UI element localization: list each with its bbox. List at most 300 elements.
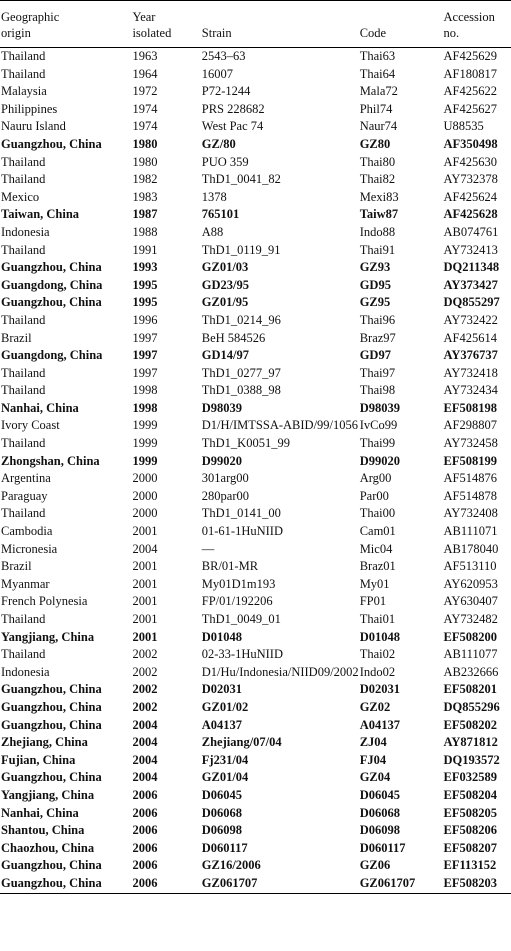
accession-cell: EF508205: [443, 805, 497, 820]
table-row: [0, 136, 511, 154]
origin-cell: Guangzhou, China: [1, 699, 102, 714]
table-row: [0, 752, 511, 770]
origin-cell: Thailand: [1, 506, 46, 521]
table-row: [0, 717, 511, 735]
origin-cell: Ivory Coast: [1, 418, 60, 433]
code-cell: GZ04: [359, 770, 391, 785]
origin-cell: Thailand: [1, 436, 46, 451]
strain-cell: Zhejiang/07/04: [201, 735, 282, 750]
table-row: [0, 330, 511, 348]
strain-cell: BeH 584526: [201, 330, 266, 345]
table-row: [0, 259, 511, 277]
strain-cell: GD23/95: [201, 277, 249, 292]
code-cell: Mic04: [359, 541, 393, 556]
year-cell: 2004: [132, 717, 158, 732]
strain-cell: P72-1244: [201, 84, 251, 99]
strain-cell: D02031: [201, 682, 243, 697]
strain-cell: D99020: [201, 453, 243, 468]
strain-cell: 2543–63: [201, 49, 246, 63]
strain-cell: —: [201, 541, 215, 556]
table-row: [0, 453, 511, 471]
accession-cell: AF298807: [443, 418, 497, 433]
code-cell: Indo88: [359, 224, 396, 239]
accession-cell: EF032589: [443, 770, 497, 785]
code-cell: D99020: [359, 453, 400, 468]
year-cell: 2004: [132, 735, 158, 750]
code-cell: Par00: [359, 488, 389, 503]
code-cell: Thai00: [359, 506, 396, 521]
origin-cell: Argentina: [1, 471, 51, 486]
code-cell: Thai91: [359, 242, 396, 257]
accession-cell: AY871812: [443, 735, 498, 750]
table-row: [0, 769, 511, 787]
code-cell: D06045: [359, 787, 400, 802]
table-row: [0, 699, 511, 717]
year-cell: 1987: [132, 207, 158, 222]
strain-cell: GZ061707: [201, 875, 258, 890]
code-cell: FJ04: [359, 752, 387, 767]
table-body: [0, 48, 511, 894]
accession-cell: AB111077: [443, 647, 498, 662]
strain-cell: ThD1_0141_00: [201, 506, 281, 521]
code-cell: GD95: [359, 277, 391, 292]
origin-cell: Yangjiang, China: [1, 629, 95, 644]
accession-cell: EF508207: [443, 840, 497, 855]
accession-cell: AY732418: [443, 365, 498, 380]
strain-cell: ThD1_0277_97: [201, 365, 281, 380]
origin-cell: Guangzhou, China: [1, 858, 102, 873]
year-cell: 1997: [132, 365, 158, 380]
strain-cell: GZ01/95: [201, 295, 249, 310]
col-header-strain: Strain: [201, 26, 232, 40]
col-header-origin: [0, 1, 131, 48]
year-cell: 2001: [132, 576, 158, 591]
year-cell: 1997: [132, 330, 158, 345]
year-cell: 2006: [132, 875, 158, 890]
origin-cell: French Polynesia: [1, 594, 88, 609]
year-cell: 2001: [132, 524, 158, 539]
origin-cell: Thailand: [1, 612, 46, 626]
origin-cell: Philippines: [1, 101, 58, 116]
origin-cell: Paraguay: [1, 488, 48, 503]
strain-cell: ThD1_0388_98: [201, 383, 281, 398]
year-cell: 1993: [132, 260, 158, 275]
origin-cell: Thailand: [1, 154, 46, 169]
accession-cell: EF508202: [443, 717, 497, 732]
origin-cell: Zhongshan, China: [1, 453, 100, 468]
code-cell: D02031: [359, 682, 400, 697]
origin-cell: Thailand: [1, 365, 46, 380]
strain-cell: ThD1_0214_96: [201, 312, 281, 327]
year-cell: 1996: [132, 312, 158, 327]
strain-cell: ThD1_0049_01: [201, 612, 281, 626]
col-header-code: Code: [359, 26, 387, 40]
table-row: [0, 189, 511, 207]
code-cell: D06098: [359, 823, 400, 838]
accession-cell: AF425629: [443, 49, 497, 63]
accession-cell: EF508200: [443, 629, 497, 644]
strain-cell: 01-61-1HuNIID: [201, 524, 283, 539]
accession-cell: AF350498: [443, 136, 498, 151]
strain-cell: GZ16/2006: [201, 858, 261, 873]
strain-cell: A04137: [201, 717, 243, 732]
code-cell: Mexi83: [359, 189, 399, 204]
accession-cell: DQ855296: [443, 699, 500, 714]
origin-cell: Indonesia: [1, 664, 50, 679]
strain-cell: ThD1_0119_91: [201, 242, 281, 257]
table-row: [0, 154, 511, 172]
origin-cell: Guangzhou, China: [1, 717, 102, 732]
origin-cell: Indonesia: [1, 224, 50, 239]
table-row: [0, 523, 511, 541]
year-cell: 2006: [132, 805, 158, 820]
table-row: [0, 681, 511, 699]
code-cell: Thai97: [359, 365, 396, 380]
accession-cell: EF508203: [443, 875, 497, 890]
col-header-accession-line1: Accession: [443, 10, 495, 24]
strain-cell: PUO 359: [201, 154, 249, 169]
table-row: [0, 242, 511, 260]
code-cell: GD97: [359, 348, 391, 363]
origin-cell: Malaysia: [1, 84, 47, 99]
table-row: [0, 505, 511, 523]
accession-cell: AF425614: [443, 330, 497, 345]
origin-cell: Thailand: [1, 242, 46, 257]
code-cell: GZ061707: [359, 875, 416, 890]
code-cell: D06068: [359, 805, 400, 820]
origin-cell: Guangzhou, China: [1, 682, 102, 697]
code-cell: Thai99: [359, 436, 396, 451]
accession-cell: AY732378: [443, 172, 498, 187]
code-cell: Taiw87: [359, 207, 399, 222]
strain-cell: 301arg00: [201, 471, 249, 486]
origin-cell: Guangzhou, China: [1, 295, 102, 310]
table-row: [0, 224, 511, 242]
year-cell: 1972: [132, 84, 158, 99]
origin-cell: Cambodia: [1, 524, 53, 539]
year-cell: 1999: [132, 418, 158, 433]
accession-cell: DQ855297: [443, 295, 500, 310]
accession-cell: EF508198: [443, 400, 497, 415]
year-cell: 2004: [132, 752, 158, 767]
strain-cell: Fj231/04: [201, 752, 249, 767]
origin-cell: Brazil: [1, 559, 32, 574]
strain-cell: A88: [201, 224, 224, 239]
code-cell: Indo02: [359, 664, 396, 679]
code-cell: IvCo99: [359, 418, 398, 433]
origin-cell: Nanhai, China: [1, 805, 79, 820]
code-cell: GZ80: [359, 136, 391, 151]
origin-cell: Nanhai, China: [1, 400, 79, 415]
code-cell: GZ93: [359, 260, 391, 275]
table-row: [0, 840, 511, 858]
accession-cell: AF425622: [443, 84, 497, 99]
table-row: [0, 541, 511, 559]
table-row: [0, 488, 511, 506]
year-cell: 1995: [132, 277, 158, 292]
year-cell: 1998: [132, 383, 158, 398]
strain-cell: D06098: [201, 823, 243, 838]
table-row: [0, 593, 511, 611]
code-cell: ZJ04: [359, 735, 387, 750]
year-cell: 1980: [132, 154, 158, 169]
origin-cell: Guangdong, China: [1, 348, 103, 363]
year-cell: 1974: [132, 101, 158, 116]
year-cell: 1999: [132, 436, 158, 451]
year-cell: 2006: [132, 823, 158, 838]
year-cell: 2001: [132, 629, 158, 644]
accession-cell: AY630407: [443, 594, 498, 609]
origin-cell: Thailand: [1, 647, 46, 662]
accession-cell: AF513110: [443, 559, 497, 574]
accession-cell: AF514876: [443, 471, 497, 486]
year-cell: 2001: [132, 612, 158, 626]
year-cell: 1982: [132, 172, 158, 187]
accession-cell: AB232666: [443, 664, 499, 679]
year-cell: 2000: [132, 488, 158, 503]
table-row: [0, 576, 511, 594]
table-row: [0, 400, 511, 418]
strain-cell: ThD1_K0051_99: [201, 436, 290, 451]
origin-cell: Guangzhou, China: [1, 136, 102, 151]
origin-cell: Guangzhou, China: [1, 260, 102, 275]
col-header-year: [131, 1, 200, 48]
table-row: [0, 48, 511, 66]
code-cell: GZ06: [359, 858, 391, 873]
accession-cell: EF508201: [443, 682, 497, 697]
accession-cell: EF508199: [443, 453, 497, 468]
table-row: [0, 101, 511, 119]
year-cell: 2006: [132, 858, 158, 873]
year-cell: 2004: [132, 770, 158, 785]
col-header-origin-line1: Geographic: [1, 10, 60, 24]
strain-cell: My01D1m193: [201, 576, 276, 591]
accession-cell: AY732422: [443, 312, 498, 327]
origin-cell: Taiwan, China: [1, 207, 80, 222]
code-cell: GZ02: [359, 699, 391, 714]
table-row: [0, 805, 511, 823]
origin-cell: Thailand: [1, 312, 46, 327]
table-row: [0, 66, 511, 84]
table-row: [0, 787, 511, 805]
accession-cell: AF425624: [443, 189, 497, 204]
accession-cell: AB074761: [443, 224, 499, 239]
year-cell: 1988: [132, 224, 158, 239]
table-row: [0, 664, 511, 682]
year-cell: 2002: [132, 647, 158, 662]
strain-cell: D01048: [201, 629, 243, 644]
code-cell: Thai64: [359, 66, 396, 81]
strain-cell: D06045: [201, 787, 243, 802]
code-cell: Cam01: [359, 524, 396, 539]
origin-cell: Zhejiang, China: [1, 735, 88, 750]
accession-cell: DQ193572: [443, 752, 500, 767]
table-row: [0, 857, 511, 875]
code-cell: D01048: [359, 629, 400, 644]
accession-cell: AB178040: [443, 541, 499, 556]
strain-cell: D1/H/IMTSSA-ABID/99/1056: [201, 418, 359, 433]
origin-cell: Guangdong, China: [1, 277, 103, 292]
strain-cell: 765101: [201, 207, 240, 222]
strain-cell: GD14/97: [201, 348, 249, 363]
code-cell: Naur74: [359, 119, 398, 134]
accession-cell: AB111071: [443, 524, 498, 539]
table-row: [0, 382, 511, 400]
origin-cell: Thailand: [1, 49, 46, 63]
year-cell: 1980: [132, 136, 158, 151]
accession-cell: AF425628: [443, 207, 498, 222]
accession-cell: EF113152: [443, 858, 497, 873]
strain-cell: D06068: [201, 805, 243, 820]
table-row: [0, 822, 511, 840]
accession-cell: EF508204: [443, 787, 497, 802]
year-cell: 2000: [132, 471, 158, 486]
strain-cell: ThD1_0041_82: [201, 172, 281, 187]
origin-cell: Fujian, China: [1, 752, 76, 767]
year-cell: 2006: [132, 840, 158, 855]
table-row: [0, 294, 511, 312]
year-cell: 1974: [132, 119, 158, 134]
table-row: [0, 118, 511, 136]
strain-cell: 02-33-1HuNIID: [201, 647, 283, 662]
table-row: [0, 558, 511, 576]
year-cell: 2001: [132, 559, 158, 574]
accession-cell: AF425627: [443, 101, 497, 116]
year-cell: 1983: [132, 189, 158, 204]
origin-cell: Chaozhou, China: [1, 840, 95, 855]
code-cell: Thai02: [359, 647, 396, 662]
strain-cell: D1/Hu/Indonesia/NIID09/2002: [201, 664, 359, 679]
col-header-accession: [443, 1, 511, 48]
table-row: [0, 470, 511, 488]
strain-cell: D98039: [201, 400, 243, 415]
code-cell: Thai01: [359, 612, 396, 626]
code-cell: Braz97: [359, 330, 396, 345]
accession-cell: U88535: [443, 119, 484, 134]
year-cell: 1964: [132, 66, 158, 81]
origin-cell: Thailand: [1, 172, 46, 187]
col-header-origin-line2: origin: [1, 26, 31, 40]
strain-cell: FP/01/192206: [201, 594, 273, 609]
accession-cell: AY620953: [443, 576, 498, 591]
code-cell: Mala72: [359, 84, 398, 99]
table-row: [0, 83, 511, 101]
code-cell: D060117: [359, 840, 406, 855]
accession-cell: DQ211348: [443, 260, 500, 275]
year-cell: 1999: [132, 453, 158, 468]
accession-cell: AY732482: [443, 612, 498, 626]
origin-cell: Mexico: [1, 189, 40, 204]
year-cell: 2004: [132, 541, 158, 556]
table-row: [0, 629, 511, 647]
strain-cell: GZ01/04: [201, 770, 249, 785]
year-cell: 2006: [132, 787, 158, 802]
code-cell: Thai80: [359, 154, 396, 169]
table-row: [0, 347, 511, 365]
code-cell: Thai98: [359, 383, 396, 398]
table-row: [0, 206, 511, 224]
year-cell: 2002: [132, 699, 158, 714]
accession-cell: AF514878: [443, 488, 497, 503]
accession-cell: AY376737: [443, 348, 498, 363]
year-cell: 1995: [132, 295, 158, 310]
code-cell: Phil74: [359, 101, 393, 116]
strain-cell: GZ/80: [201, 136, 236, 151]
code-cell: Thai96: [359, 312, 396, 327]
code-cell: Thai63: [359, 49, 396, 63]
accession-cell: AY373427: [443, 277, 498, 292]
col-header-year-line2: isolated: [132, 26, 172, 40]
code-cell: GZ95: [359, 295, 391, 310]
code-cell: Thai82: [359, 172, 396, 187]
col-header-year-line1: Year: [132, 10, 156, 24]
origin-cell: Shantou, China: [1, 823, 85, 838]
origin-cell: Guangzhou, China: [1, 770, 102, 785]
code-cell: FP01: [359, 594, 387, 609]
origin-cell: Nauru Island: [1, 119, 66, 134]
table-row: [0, 646, 511, 664]
origin-cell: Thailand: [1, 383, 46, 398]
table-row: [0, 435, 511, 453]
code-cell: Arg00: [359, 471, 392, 486]
strain-cell: BR/01-MR: [201, 559, 259, 574]
strain-cell: 280par00: [201, 488, 249, 503]
strain-cell: PRS 228682: [201, 101, 265, 116]
code-cell: My01: [359, 576, 390, 591]
year-cell: 2002: [132, 682, 158, 697]
accession-cell: AF180817: [443, 66, 497, 81]
year-cell: 1991: [132, 242, 158, 257]
table-row: [0, 277, 511, 295]
origin-cell: Myanmar: [1, 576, 50, 591]
year-cell: 2001: [132, 594, 158, 609]
strain-cell: GZ01/02: [201, 699, 249, 714]
strain-cell: West Pac 74: [201, 119, 264, 134]
origin-cell: Yangjiang, China: [1, 787, 95, 802]
table-row: [0, 734, 511, 752]
table-row: [0, 171, 511, 189]
accession-cell: AY732413: [443, 242, 498, 257]
accession-cell: AF425630: [443, 154, 497, 169]
table-row: [0, 875, 511, 893]
accession-cell: AY732434: [443, 383, 498, 398]
header-row: [0, 1, 511, 48]
accession-cell: AY732408: [443, 506, 498, 521]
code-cell: Braz01: [359, 559, 396, 574]
strain-cell: D060117: [201, 840, 248, 855]
table-row: [0, 417, 511, 435]
table-row: [0, 312, 511, 330]
year-cell: 1997: [132, 348, 158, 363]
code-cell: A04137: [359, 717, 400, 732]
year-cell: 1998: [132, 400, 158, 415]
accession-cell: AY732458: [443, 436, 498, 451]
origin-cell: Micronesia: [1, 541, 58, 556]
table-row: [0, 611, 511, 629]
year-cell: 1963: [132, 49, 158, 63]
year-cell: 2000: [132, 506, 158, 521]
table-row: [0, 365, 511, 383]
origin-cell: Guangzhou, China: [1, 875, 102, 890]
code-cell: D98039: [359, 400, 400, 415]
strain-cell: GZ01/03: [201, 260, 249, 275]
accession-cell: EF508206: [443, 823, 497, 838]
origin-cell: Thailand: [1, 66, 46, 81]
strain-cell: 16007: [201, 66, 234, 81]
strain-cell: 1378: [201, 189, 227, 204]
origin-cell: Brazil: [1, 330, 32, 345]
year-cell: 2002: [132, 664, 158, 679]
